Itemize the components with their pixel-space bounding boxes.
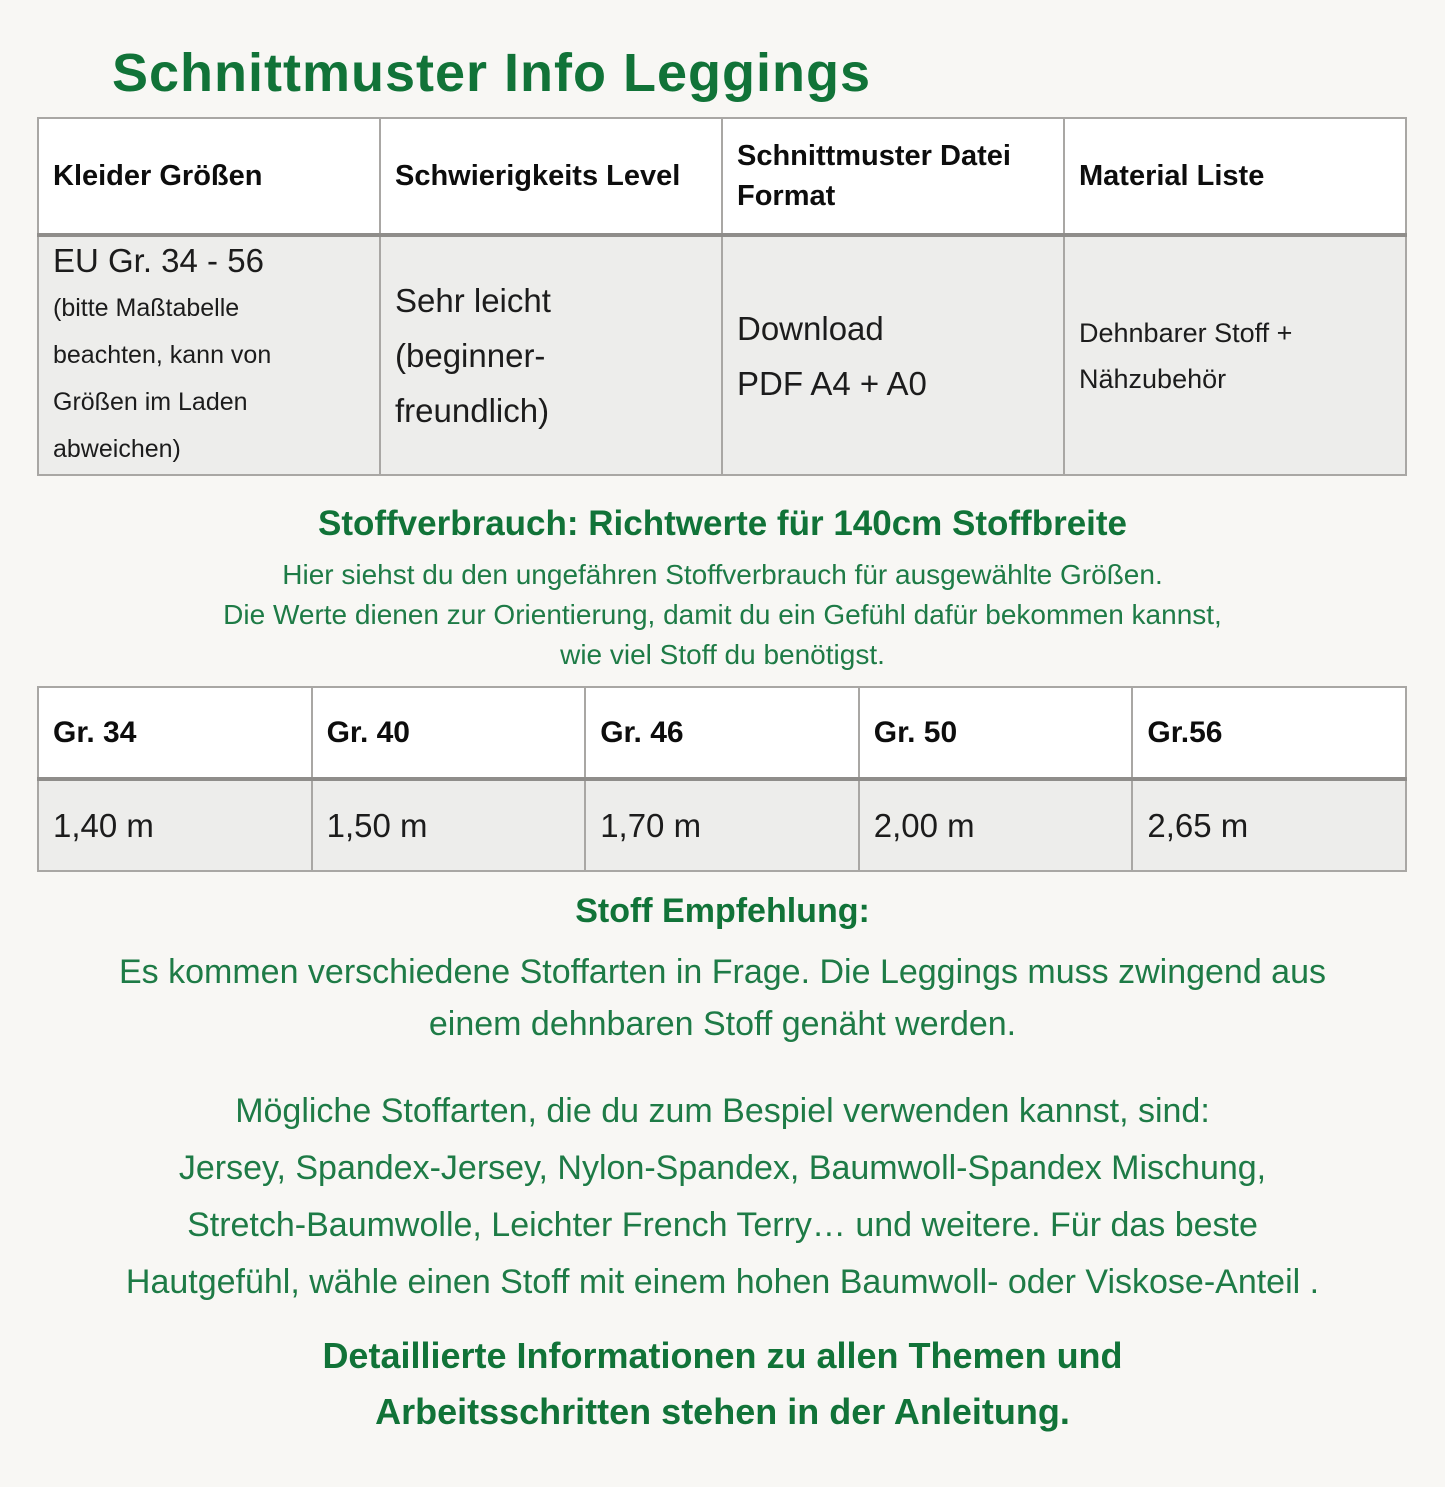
- cell-usage-gr-40: 1,50 m: [312, 779, 586, 871]
- fabric-usage-table-header: [38, 687, 1406, 779]
- fabric-usage-table-body: [38, 779, 1406, 871]
- cell-usage-gr-56: 2,65 m: [1132, 779, 1406, 871]
- pattern-info-sheet: [0, 42, 1445, 1487]
- table-row: [38, 118, 1406, 235]
- header-kleider-groessen: Kleider Größen: [38, 118, 380, 235]
- material-value: Dehnbarer Stoff + Nähzubehör: [1079, 317, 1293, 394]
- header-material-liste: Material Liste: [1064, 118, 1406, 235]
- footer-note: Detaillierte Informationen zu allen Themen und Arbeitsschritten stehen in der Anleitung.: [322, 1335, 1123, 1432]
- table-row: [38, 687, 1406, 779]
- header-schnittmuster-datei-format: Schnittmuster Datei Format: [722, 118, 1064, 235]
- fabric-usage-table: [37, 686, 1407, 872]
- cell-kleider-groessen: [38, 235, 380, 475]
- header-schwierigkeits-level: Schwierigkeits Level: [380, 118, 722, 235]
- fabric-usage-intro: Hier siehst du den ungefähren Stoffverbrauch für ausgewählte Größen. Die Werte dienen zur Orientierung, damit du ein Gefühl dafür bekommen kannst, wie viel Stoff du benötigst.: [223, 559, 1222, 670]
- sizes-note: (bitte Maßtabelle beachten, kann von Größen im Laden abweichen): [53, 293, 272, 463]
- difficulty-value: Sehr leicht (beginner- freundlich): [395, 282, 551, 429]
- table-row: [38, 779, 1406, 871]
- header-gr-56: Gr.56: [1132, 687, 1406, 779]
- cell-schwierigkeits-level: [380, 235, 722, 475]
- page-title: Schnittmuster Info Leggings: [112, 43, 872, 103]
- cell-usage-gr-50: 2,00 m: [859, 779, 1133, 871]
- pattern-info-table: [37, 117, 1407, 476]
- header-gr-34: Gr. 34: [38, 687, 312, 779]
- pattern-info-table-header: [38, 118, 1406, 235]
- cell-usage-gr-46: 1,70 m: [585, 779, 859, 871]
- table-row: [38, 235, 1406, 475]
- pattern-info-table-body: [38, 235, 1406, 475]
- file-format-value: Download PDF A4 + A0: [737, 309, 927, 402]
- cell-datei-format: [722, 235, 1064, 475]
- sizes-value: EU Gr. 34 - 56: [53, 241, 264, 279]
- header-gr-40: Gr. 40: [312, 687, 586, 779]
- cell-material-liste: [1064, 235, 1406, 475]
- header-gr-46: Gr. 46: [585, 687, 859, 779]
- fabric-usage-heading: Stoffverbrauch: Richtwerte für 140cm Stoffbreite: [317, 504, 1128, 543]
- fabric-recommendation-heading: Stoff Empfehlung:: [575, 892, 870, 930]
- cell-usage-gr-34: 1,40 m: [38, 779, 312, 871]
- fabric-recommendation-paragraph-2: Mögliche Stoffarten, die du zum Bespiel verwenden kannst, sind: Jersey, Spandex-Jersey, Nylon-Spandex, Baumwoll-Spandex Mischung, Stretch-Baumwolle, Leichter French Terry… und weitere. Für das beste Hautgefühl, wähle einen Stoff mit einem hohen Baumwoll- oder Viskose-Anteil .: [125, 1092, 1320, 1301]
- header-gr-50: Gr. 50: [859, 687, 1133, 779]
- fabric-recommendation-paragraph-1: Es kommen verschiedene Stoffarten in Frage. Die Leggings muss zwingend aus einem dehnbaren Stoff genäht werden.: [118, 953, 1327, 1043]
